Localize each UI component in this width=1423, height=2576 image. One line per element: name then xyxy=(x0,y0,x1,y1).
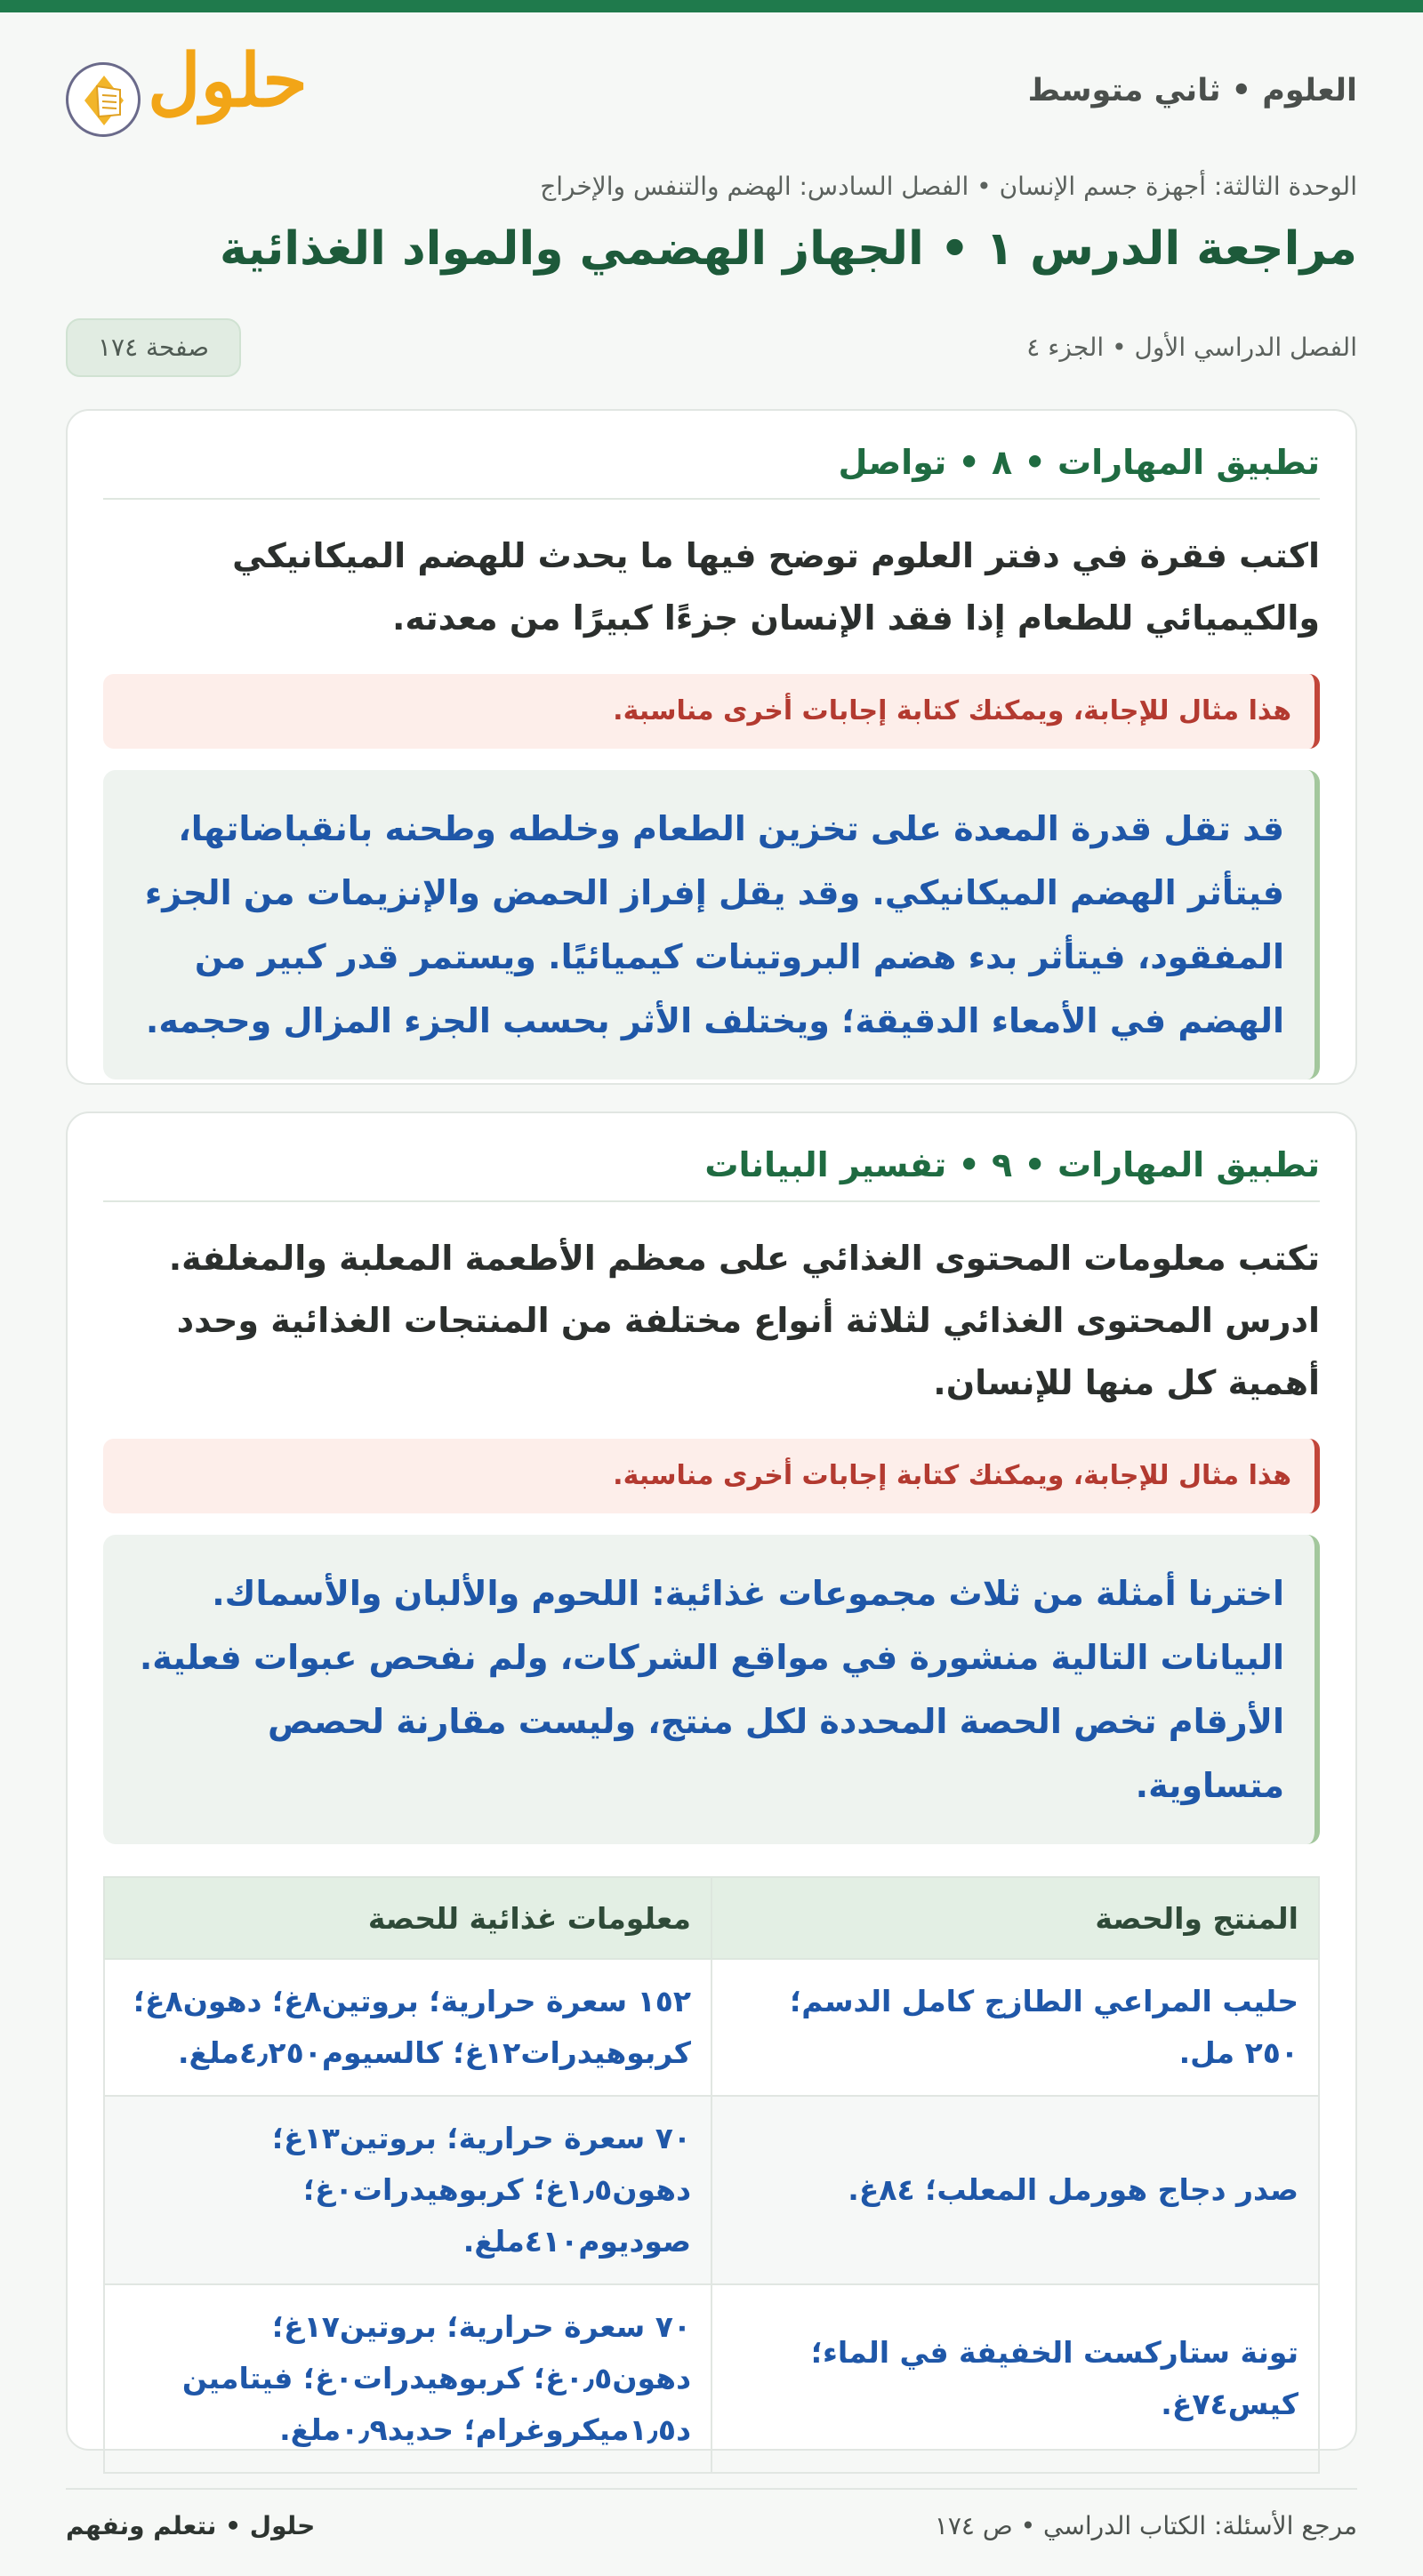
sample-answer-note: هذا مثال للإجابة، ويمكنك كتابة إجابات أخرى مناسبة. xyxy=(103,674,1320,749)
table-header-row xyxy=(104,1877,1319,1959)
column-header-product: المنتج والحصة xyxy=(712,1877,1319,1959)
question-text: تكتب معلومات المحتوى الغذائي على معظم الأطعمة المعلبة والمغلفة. ادرس المحتوى الغذائي لثلاثة أنواع مختلفة من المنتجات الغذائية وحدد أهمية كل منها للإنسان. xyxy=(168,1239,1320,1402)
card-heading: تطبيق المهارات • ٩ • تفسير البيانات xyxy=(103,1145,1320,1202)
logo-wordmark: حلول xyxy=(148,38,308,124)
footer-brand: حلول • نتعلم ونفهم xyxy=(66,2511,316,2540)
answer-text: قد تقل قدرة المعدة على تخزين الطعام وخلطه وطحنه بانقباضاتها، فيتأثر الهضم الميكانيكي. وقد يقل إفراز الحمض والإنزيمات من الجزء المفقود، فيتأثر بدء هضم البروتينات كيميائيًا. ويستمر قدر كبير من الهضم في الأمعاء الدقيقة؛ ويختلف الأثر بحسب الجزء المزال وحجمه. xyxy=(103,770,1320,1079)
questions-reference: مرجع الأسئلة: الكتاب الدراسي • ص ١٧٤ xyxy=(934,2511,1357,2540)
page-number-badge: صفحة ١٧٤ xyxy=(66,318,241,377)
subject-label: العلوم • ثاني متوسط xyxy=(1027,73,1357,108)
skill-card-communication xyxy=(66,409,1357,1085)
nutrition-table xyxy=(103,1876,1320,2474)
table-row xyxy=(104,1959,1319,2096)
page-footer xyxy=(66,2488,1357,2550)
top-accent-bar xyxy=(0,0,1423,12)
page-header xyxy=(66,38,1357,149)
logo-emblem-icon xyxy=(66,62,141,137)
nutrition-cell: ١٥٢ سعرة حرارية؛ بروتين٨غ؛ دهون٨غ؛ كربوهيدرات١٢غ؛ كالسيوم٤٫٢٥٠ملغ. xyxy=(104,1959,712,2096)
sample-answer-note: هذا مثال للإجابة، ويمكنك كتابة إجابات أخرى مناسبة. xyxy=(103,1439,1320,1513)
nutrition-cell: ٧٠ سعرة حرارية؛ بروتين١٣غ؛ دهون١٫٥غ؛ كربوهيدرات٠غ؛ صوديوم٤١٠ملغ. xyxy=(104,2096,712,2284)
question-text: اكتب فقرة في دفتر العلوم توضح فيها ما يحدث للهضم الميكانيكي والكيميائي للطعام إذا فقد الإنسان جزءًا كبيرًا من معدته. xyxy=(232,536,1320,638)
term-label: الفصل الدراسي الأول • الجزء ٤ xyxy=(1026,333,1357,362)
page-title: مراجعة الدرس ١ • الجهاز الهضمي والمواد الغذائية xyxy=(219,222,1357,276)
product-cell: تونة ستاركست الخفيفة في الماء؛ كيس٧٤غ. xyxy=(712,2284,1319,2473)
card-heading: تطبيق المهارات • ٨ • تواصل xyxy=(103,443,1320,500)
product-cell: حليب المراعي الطازج كامل الدسم؛ ٢٥٠ مل. xyxy=(712,1959,1319,2096)
breadcrumb: الوحدة الثالثة: أجهزة جسم الإنسان • الفصل السادس: الهضم والتنفس والإخراج xyxy=(540,172,1357,201)
table-row xyxy=(104,2096,1319,2284)
brand-logo[interactable] xyxy=(66,38,333,149)
column-header-nutrition: معلومات غذائية للحصة xyxy=(104,1877,712,1959)
answer-text: اخترنا أمثلة من ثلاث مجموعات غذائية: اللحوم والألبان والأسماك. البيانات التالية منشورة في مواقع الشركات، ولم نفحص عبوات فعلية. الأرقام تخص الحصة المحددة لكل منتج، وليست مقارنة لحصص متساوية. xyxy=(103,1535,1320,1844)
nutrition-cell: ٧٠ سعرة حرارية؛ بروتين١٧غ؛ دهون٠٫٥غ؛ كربوهيدرات٠غ؛ فيتامين د١٫٥ميكروغرام؛ حديد٠٫٩ملغ. xyxy=(104,2284,712,2473)
skill-card-data-interpretation xyxy=(66,1111,1357,2451)
table-row xyxy=(104,2284,1319,2473)
lesson-meta xyxy=(66,318,1357,377)
product-cell: صدر دجاج هورمل المعلب؛ ٨٤غ. xyxy=(712,2096,1319,2284)
